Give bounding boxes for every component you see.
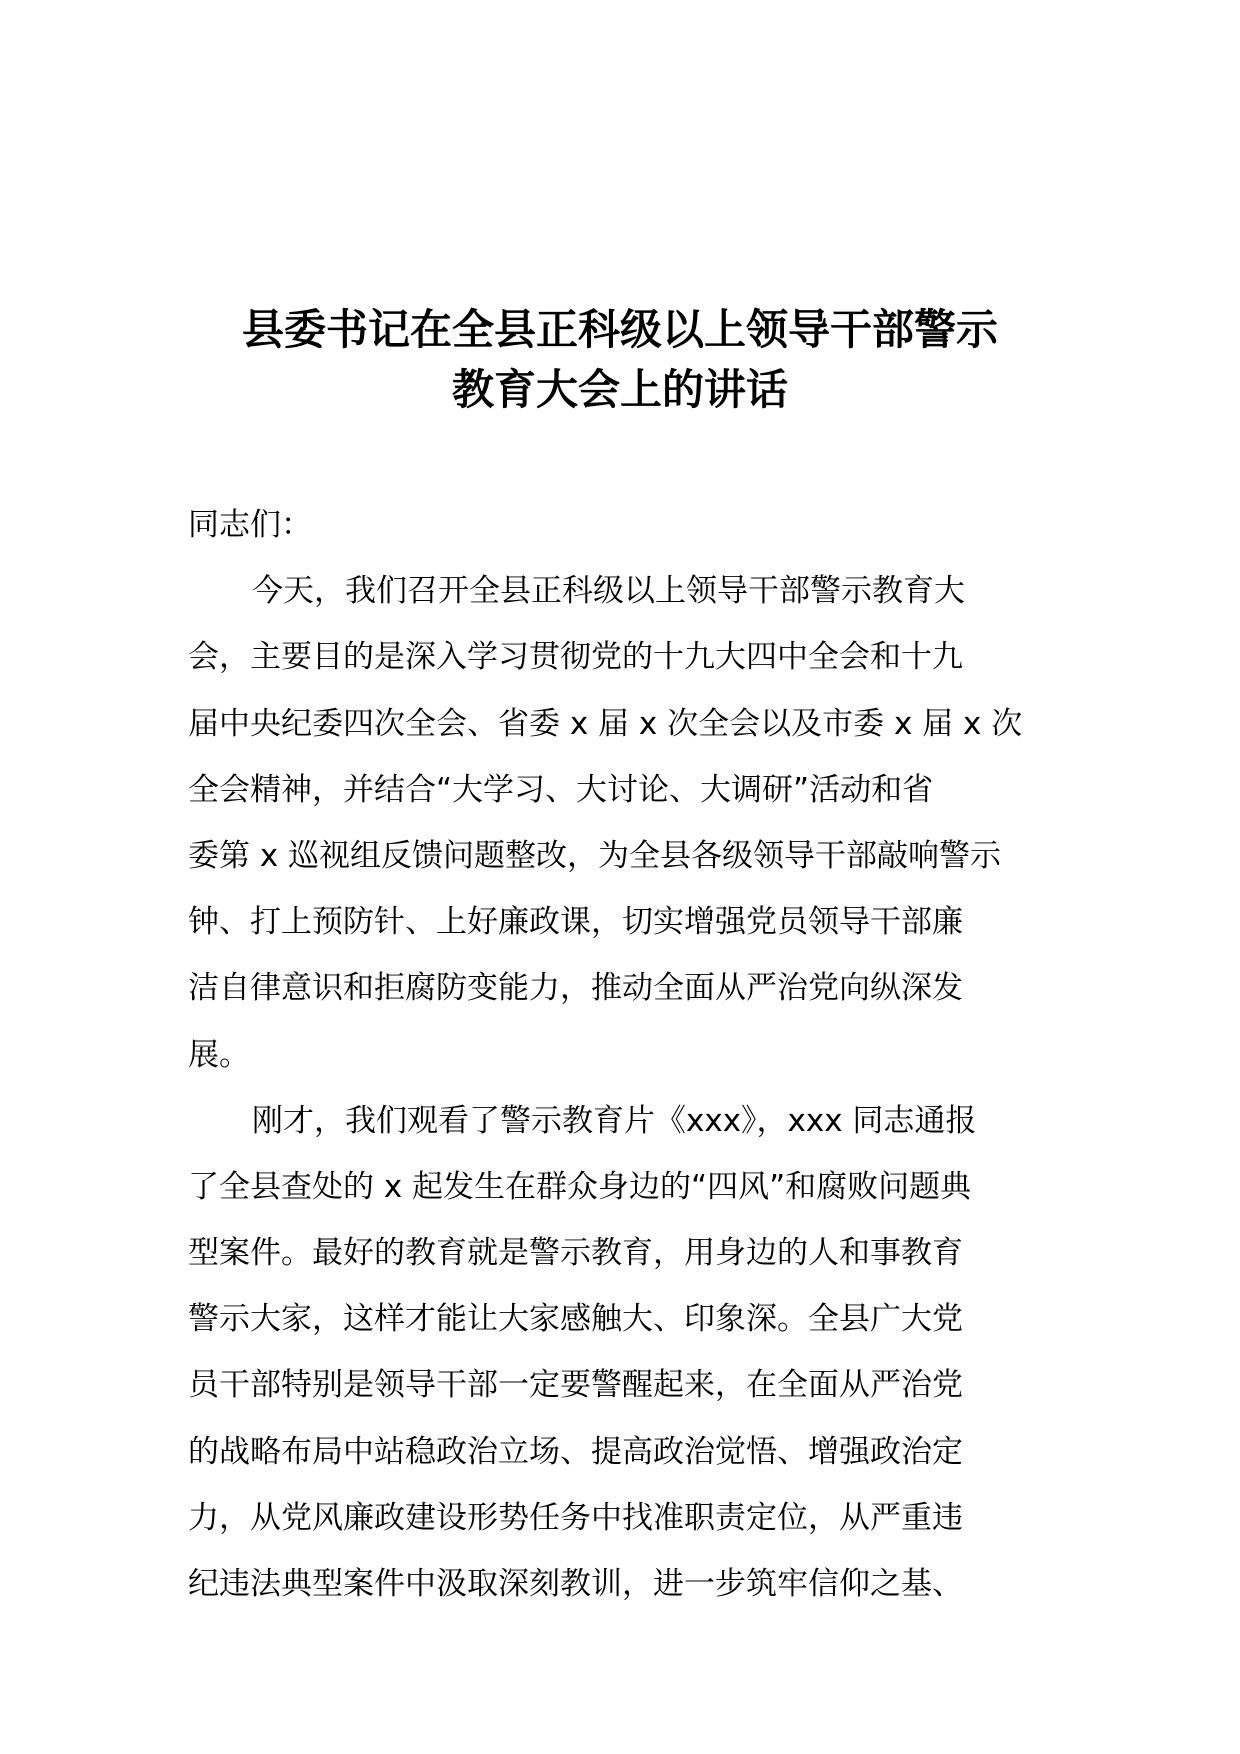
title-line-1: 县委书记在全县正科级以上领导干部警示 — [241, 305, 998, 354]
paragraph-2-line-6: 的战略布局中站稳政治立场、提高政治觉悟、增强政治定 — [188, 1433, 963, 1470]
paragraph-2-line-4: 警示大家，这样才能让大家感触大、印象深。全县广大党 — [188, 1301, 963, 1338]
paragraph-2-line-3: 型案件。最好的教育就是警示教育，用身边的人和事教育 — [188, 1235, 963, 1272]
speech-body — [188, 492, 1050, 1617]
title-line-2: 教育大会上的讲话 — [451, 365, 788, 414]
salutation: 同志们： — [188, 507, 312, 543]
paragraph-2-line-8: 纪违法典型案件中汲取深刻教训，进一步筑牢信仰之基、 — [188, 1566, 963, 1602]
document-title — [190, 300, 1050, 420]
paragraph-1-line-7: 洁自律意识和拒腐防变能力，推动全面从严治党向纵深发 — [188, 970, 963, 1007]
paragraph-1-line-5: 委第 x 巡视组反馈问题整改，为全县各级领导干部敲响警示 — [188, 837, 1002, 874]
paragraph-1-line-1: 今天，我们召开全县正科级以上领导干部警示教育大 — [252, 573, 965, 610]
paragraph-2-line-5: 员干部特别是领导干部一定要警醒起来，在全面从严治党 — [188, 1367, 963, 1404]
paragraph-1-line-2: 会，主要目的是深入学习贯彻党的十九大四中全会和十九 — [188, 639, 963, 676]
paragraph-2-line-2: 了全县查处的 x 起发生在群众身边的“四风”和腐败问题典 — [188, 1168, 972, 1205]
paragraph-1-line-4: 全会精神，并结合“大学习、大讨论、大调研”活动和省 — [188, 771, 934, 808]
paragraph-2-line-1: 刚才，我们观看了警示教育片《xxx》，xxx 同志通报 — [252, 1102, 977, 1139]
paragraph-1-line-6: 钟、打上预防针、上好廉政课，切实增强党员领导干部廉 — [188, 904, 963, 941]
paragraph-1-line-3: 届中央纪委四次全会、省委 x 届 x 次全会以及市委 x 届 x 次 — [188, 705, 1023, 742]
paragraph-1-line-8: 展。 — [188, 1036, 250, 1073]
paragraph-2-line-7: 力，从党风廉政建设形势任务中找准职责定位，从严重违 — [188, 1499, 963, 1536]
